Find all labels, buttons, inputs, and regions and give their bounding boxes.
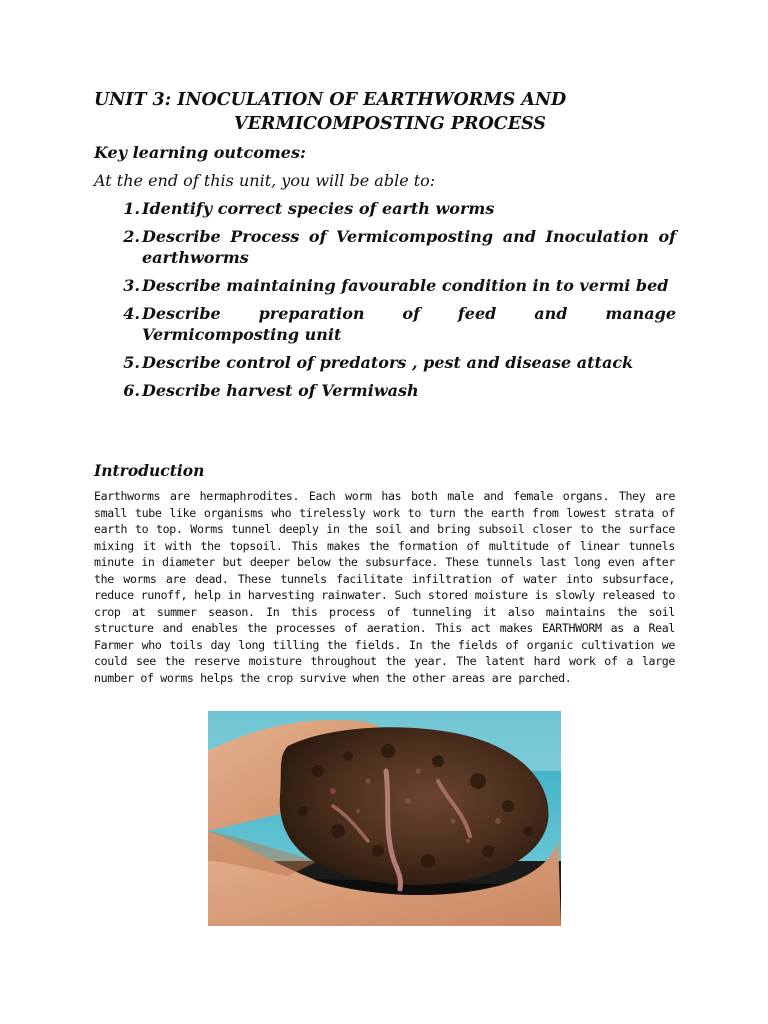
introduction-heading: Introduction	[94, 461, 205, 480]
outcome-item	[94, 275, 676, 296]
introduction-paragraph: Earthworms are hermaphrodites. Each worm has both male and female organs. They are small tube like organisms who tirelessly work to turn the earth from lowest strata of earth to top. Worms tunnel deeply in the soil and bring subsoil closer to the surface mixing it with the topsoil. This makes the formation of multitude of linear tunnels minute in diameter but deeper below the subsurface. These tunnels last long even after the worms are dead. These tunnels facilitate infiltration of water into subsurface, reduce runoff, help in harvesting rainwater. Such stored moisture is slowly released to crop at summer season. In this process of tunneling it also maintains the soil structure and enables the processes of aeration. This act makes EARTHWORM as a Real Farmer who toils day long tilling the fields. In the fields of organic cultivation we could see the reserve moisture throughout the year. The latent hard work of a large number of worms helps the crop survive when the other areas are parched.	[94, 489, 675, 685]
outcome-number: 2.	[123, 227, 140, 246]
outcomes-intro: At the end of this unit, you will be able to:	[94, 171, 436, 190]
outcome-text: Describe preparation of feed and manage Vermicomposting unit	[142, 304, 676, 344]
outcome-item	[94, 226, 676, 268]
outcome-item	[94, 380, 676, 401]
outcome-number: 6.	[123, 381, 140, 400]
outcome-number: 3.	[123, 276, 140, 295]
outcome-text: Describe maintaining favourable condition in to vermi bed	[142, 276, 669, 295]
outcome-number: 1.	[123, 199, 140, 218]
outcome-item	[94, 198, 676, 219]
outcome-number: 5.	[123, 353, 140, 372]
learning-outcomes-list	[94, 198, 676, 408]
outcome-text: Describe control of predators , pest and disease attack	[142, 353, 634, 372]
key-learning-heading: Key learning outcomes:	[94, 143, 306, 162]
outcome-text: Describe Process of Vermicomposting and Inoculation of earthworms	[142, 227, 676, 267]
outcome-text: Describe harvest of Vermiwash	[142, 381, 419, 400]
outcome-text: Identify correct species of earth worms	[142, 199, 495, 218]
outcome-number: 4.	[123, 304, 140, 323]
earthworm-soil-photo	[208, 711, 561, 926]
outcome-item	[94, 352, 676, 373]
unit-title-line-1: UNIT 3: INOCULATION OF EARTHWORMS AND	[94, 90, 567, 110]
outcome-item	[94, 303, 676, 345]
earthworm-soil-illustration	[208, 711, 561, 926]
unit-title	[94, 88, 694, 136]
unit-title-line-2: VERMICOMPOSTING PROCESS	[234, 114, 546, 134]
